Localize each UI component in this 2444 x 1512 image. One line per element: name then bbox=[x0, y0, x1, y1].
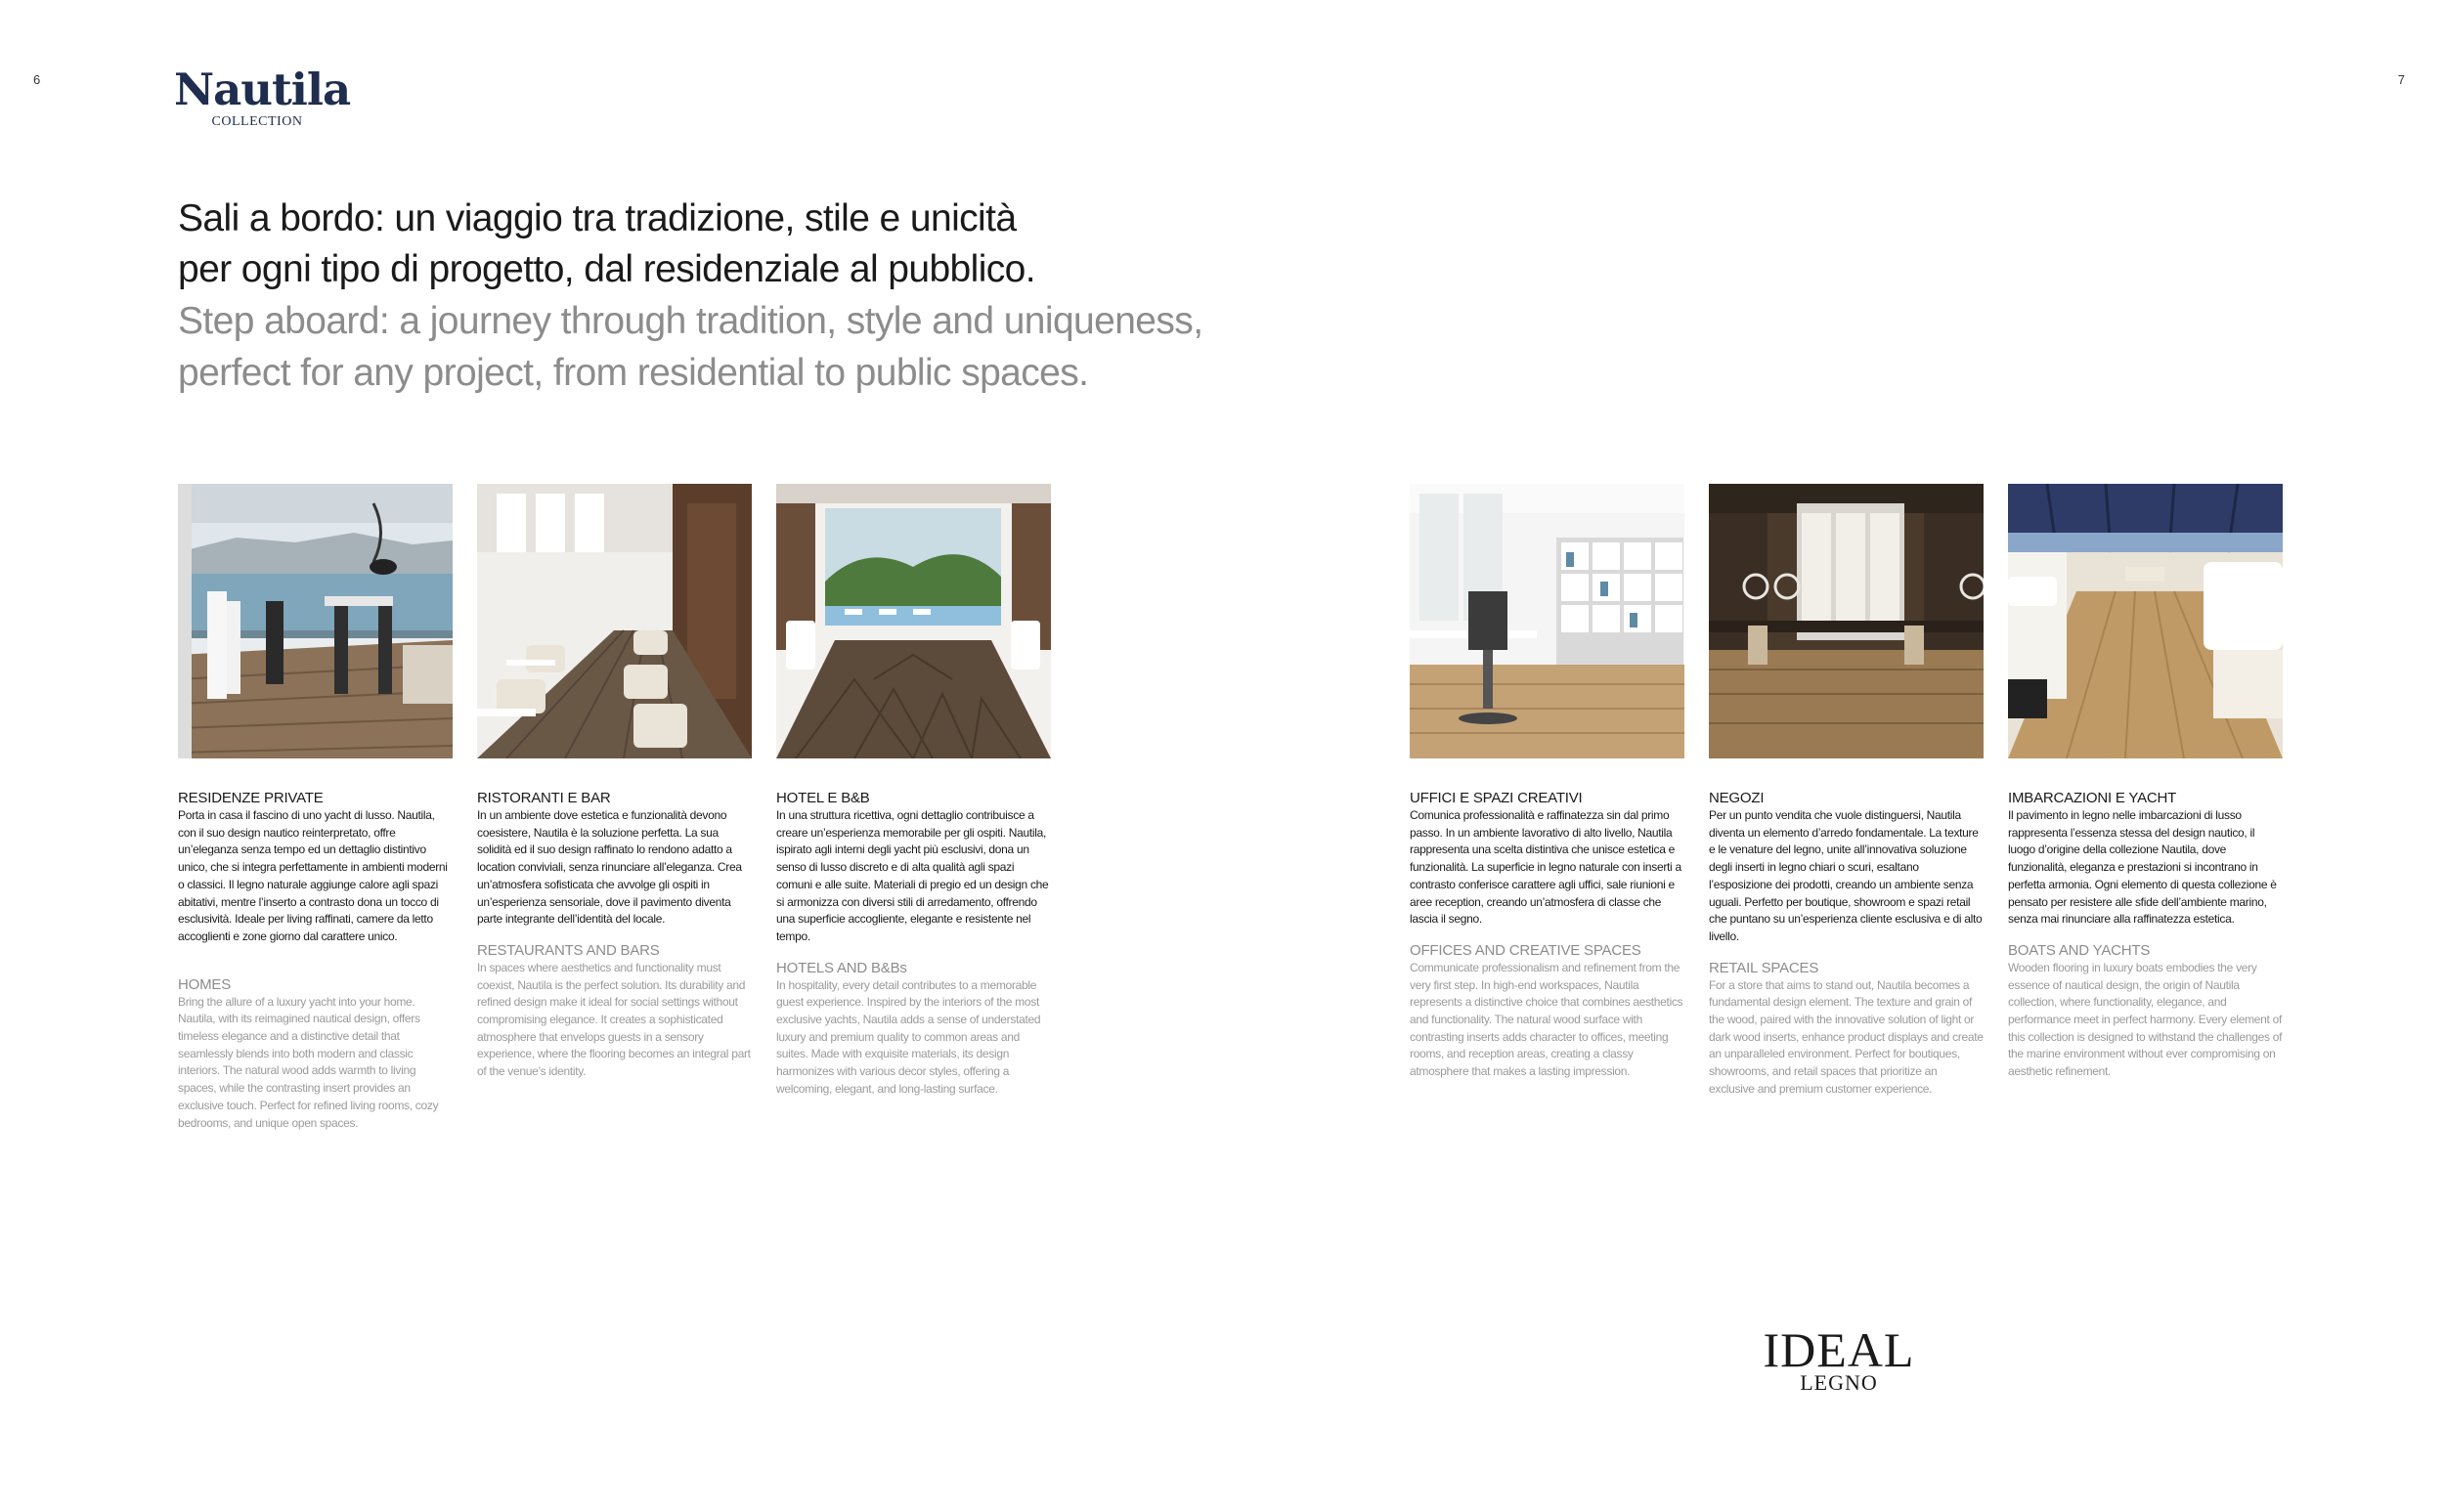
card-title-en: HOMES bbox=[178, 975, 232, 993]
card-residenze bbox=[178, 484, 453, 1132]
card-body-it: In un ambiente dove estetica e funzionalità devono coesistere, Nautila è la soluzione perfetta. La sua solidità ed il suo design raffinato lo rendono adatto a location conviviali, senza rinunciare all’eleganza. Crea un’atmosfera sofisticata che avvolge gli ospiti in un’esperienza sensoriale, dove il pavimento diventa parte integrante dell’identità del locale. bbox=[477, 808, 742, 927]
photo-uffici bbox=[1410, 484, 1684, 758]
card-negozi bbox=[1709, 484, 1984, 1099]
card-title-en: OFFICES AND CREATIVE SPACES bbox=[1410, 941, 1641, 959]
footer-logo-small: LEGNO bbox=[1800, 1370, 1878, 1395]
page-number-left: 6 bbox=[33, 72, 41, 87]
card-body-en: Wooden flooring in luxury boats embodies the very essence of nautical design, the origin of Nautila collection, where functionality, elegance, and performance meet in perfect harmony. Every element of this collection is designed to withstand the challenges of the marine environment without ever compromising on aesthetic refinement. bbox=[2008, 960, 2283, 1079]
footer-logo-big: IDEAL bbox=[1763, 1322, 1915, 1377]
card-title-en: RESTAURANTS AND BARS bbox=[477, 941, 660, 959]
card-title-it: RISTORANTI E BAR bbox=[477, 790, 611, 806]
logo-brand: Nautila bbox=[174, 64, 351, 115]
photo-ristoranti bbox=[477, 484, 752, 758]
ideal-legno-logo bbox=[1760, 1322, 1918, 1395]
headline-it-line2: per ogni tipo di progetto, dal residenziale al pubblico. bbox=[178, 248, 1035, 290]
card-title-it: UFFICI E SPAZI CREATIVI bbox=[1410, 790, 1583, 806]
card-body-en: Bring the allure of a luxury yacht into your home. Nautila, with its reimagined nautical design, offers timeless elegance and a distinctive detail that seamlessly blends into both modern and classic interiors. The natural wood adds warmth to living spaces, while the contrasting insert provides an exclusive touch. Perfect for refined living rooms, cozy bedrooms, and unique open spaces. bbox=[178, 994, 439, 1130]
card-body-it: Per un punto vendita che vuole distinguersi, Nautila diventa un elemento d’arredo fondamentale. La texture e le venature del legno, unite all’innovativa soluzione degli inserti in legno chiari o scuri, esaltano l’esposizione dei prodotti, creando un ambiente senza uguali. Perfetto per boutique, showroom e spazi retail che puntano su un’esperienza cliente esclusiva e di alto livello. bbox=[1709, 808, 1983, 943]
page-number-right: 7 bbox=[2397, 72, 2405, 87]
card-hotel bbox=[776, 484, 1051, 1099]
card-body-en: In spaces where aesthetics and functionality must coexist, Nautila is the perfect solution. Its durability and refined design make it ideal for social settings without compromising elegance. It creates a sophisticated atmosphere that envelops guests in a sensory experience, where the flooring becomes an integral part of the venue’s identity. bbox=[477, 960, 751, 1079]
card-title-it: IMBARCAZIONI E YACHT bbox=[2008, 790, 2177, 806]
logo-sub: COLLECTION bbox=[211, 114, 303, 129]
card-body-it: Comunica professionalità e raffinatezza sin dal primo passo. In un ambiente lavorativo di alto livello, Nautila rappresenta una scelta distintiva che unisce estetica e funzionalità. La superficie in legno naturale con inserti a contrasto conferisce carattere agli uffici, sale riunioni e aree reception, creando un’atmosfera di classe che lascia il segno. bbox=[1410, 808, 1681, 927]
nautila-logo bbox=[174, 64, 351, 129]
card-body-it: Il pavimento in legno nelle imbarcazioni di lusso rappresenta l’essenza stessa del design nautico, il luogo d’origine della collezione Nautila, dove funzionalità, eleganza e prestazioni si incontrano in perfetta armonia. Ogni elemento di questa collezione è pensato per resistere alle sfide dell’ambiente marino, senza mai rinunciare alla raffinatezza estetica. bbox=[2008, 808, 2277, 927]
headline-en-line1: Step aboard: a journey through tradition, style and uniqueness, bbox=[178, 300, 1203, 342]
card-imbarcazioni bbox=[2008, 484, 2283, 1081]
card-body-it: In una struttura ricettiva, ogni dettaglio contribuisce a creare un’esperienza memorabile per gli ospiti. Nautila, ispirato agli interni degli yacht più esclusivi, dona un senso di lusso discreto e di alta qualità agli spazi comuni e alle suite. Materiali di pregio ed un design che si armonizza con diversi stili di arredamento, offrendo una superficie accogliente, elegante e resistente nel tempo. bbox=[776, 808, 1049, 943]
card-title-it: HOTEL E B&B bbox=[776, 790, 870, 806]
card-title-it: RESIDENZE PRIVATE bbox=[178, 790, 324, 806]
card-body-en: For a store that aims to stand out, Nautila becomes a fundamental design element. The texture and grain of the wood, paired with the innovative solution of light or dark wood inserts, enhance product displays and create an unparalleled environment. Perfect for boutiques, showrooms, and retail spaces that prioritize an exclusive and premium customer experience. bbox=[1709, 977, 1984, 1096]
headline-en-line2: perfect for any project, from residential to public spaces. bbox=[178, 352, 1089, 394]
photo-hotel bbox=[776, 484, 1051, 758]
card-uffici bbox=[1410, 484, 1684, 1081]
card-title-en: BOATS AND YACHTS bbox=[2008, 941, 2151, 959]
card-body-en: Communicate professionalism and refinement from the very first step. In high-end workspaces, Nautila represents a distinctive choice that combines aesthetics and functionality. The natural wood surface with contrasting inserts adds character to offices, meeting rooms, and reception areas, creating a classy atmosphere that makes a lasting impression. bbox=[1410, 960, 1683, 1079]
card-title-it: NEGOZI bbox=[1709, 790, 1765, 806]
photo-negozi bbox=[1709, 484, 1984, 758]
photo-imbarcazioni bbox=[2008, 484, 2283, 758]
card-title-en: RETAIL SPACES bbox=[1709, 959, 1819, 976]
headline-it-line1: Sali a bordo: un viaggio tra tradizione, stile e unicità bbox=[178, 197, 1017, 239]
headline bbox=[178, 194, 1302, 399]
card-body-en: In hospitality, every detail contributes to a memorable guest experience. Inspired by the interiors of the most exclusive yachts, Nautila adds a sense of understated luxury and premium quality to common areas and suites. Made with exquisite materials, its design harmonizes with various decor styles, offering a welcoming, elegant, and long-lasting surface. bbox=[776, 977, 1041, 1096]
card-title-en: HOTELS AND B&Bs bbox=[776, 959, 907, 976]
card-body-it: Porta in casa il fascino di uno yacht di lusso. Nautila, con il suo design nautico reinterpretato, offre un’eleganza senza tempo ed un dettaglio distintivo unico, che si integra perfettamente in ambienti moderni o classici. Il legno naturale aggiunge calore agli spazi abitativi, mentre l’inserto a contrasto dona un tocco di esclusività. Ideale per living raffinati, camere da letto accoglienti e zone giorno dal carattere unico. bbox=[178, 808, 448, 943]
card-ristoranti bbox=[477, 484, 752, 1081]
photo-residenze bbox=[178, 484, 453, 758]
